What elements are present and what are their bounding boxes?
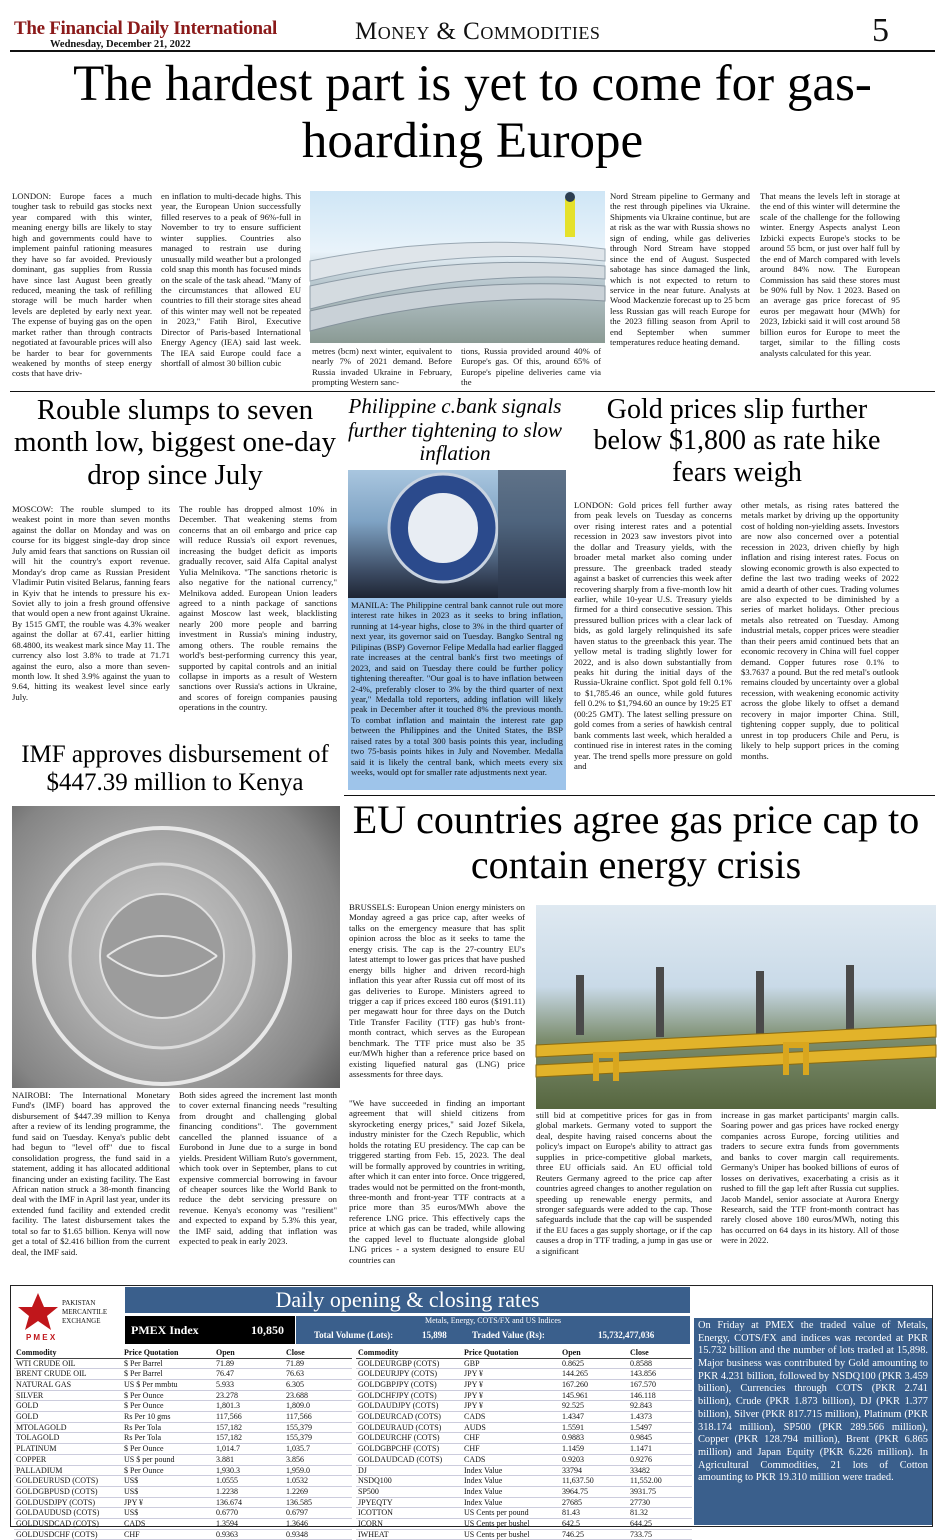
commodity-cell: GOLDEURJPY (COTS) (356, 1369, 462, 1380)
table-row (14, 1508, 352, 1519)
open-cell: 71.89 (214, 1358, 284, 1369)
quotation-cell: CADS (122, 1519, 214, 1530)
commodity-cell: SP500 (356, 1486, 462, 1497)
commodity-cell: GOLDEURCAD (COTS) (356, 1412, 462, 1423)
story1-col6: That means the levels left in storage at the end of this winter will determine the scale of the challenge for the following winter. Energy Aspects analyst Leon Izbicki expects Europe's stocks to be around 55 bcm, or just over half full by the end of March compared with levels around 84% now. The European Commission has said these stores must be 90% full by Nov. 1 2023. Based on an average gas price forecast of 95 euros per megawatt hour (MWh) for 2023, Izbicki said it will cost around 58 billion euros for Europe to meet the target, similar to the filling costs analysts calculated for this year. (760, 191, 900, 358)
open-cell: 1,014.7 (214, 1444, 284, 1455)
quotation-cell: JPY ¥ (462, 1369, 560, 1380)
table-row (356, 1497, 692, 1508)
quotation-cell: $ Per Ounce (122, 1444, 214, 1455)
commodity-cell: COPPER (14, 1454, 122, 1465)
open-cell: 1.3594 (214, 1519, 284, 1530)
rates-table-right (356, 1347, 692, 1540)
quotation-cell: Rs Per Tola (122, 1433, 214, 1444)
story4-col1: LONDON: Gold prices fell further away from peak levels on Tuesday as concerns over rising interest rates and a potential recession in 2023 saw investors pivot into the dollar and Treasury yields, with the broader metal market also coming under pressure. The greenback traded steady against a basket of currencies this week after recovering sharply from a five-month low hit earlier, while 10-year U.S. Treasury yields firmed for a third consecutive session. This pressured bullion prices with a clear lack of bids, as gold largely relinquished its safe haven status to the greenback this year. The yellow metal is trading slightly lower for 2022, and is also down substantially from peaks hit during the initial days of the Russia-Ukraine conflict. Spot gold fell 0.1% to $1,785.46 an ounce, while gold futures fell 0.2% to $1,794.60 an ounce by 19:25 ET (00:25 GMT). The latest selling pressure on gold comes from a series of hawkish central bank comments last week, which heralded a continued rise in interest rates in the coming year. The trend spells more pressure on gold and (574, 500, 732, 771)
open-cell: 144.265 (560, 1369, 628, 1380)
open-cell: 746.25 (560, 1529, 628, 1540)
close-cell: 6.305 (284, 1379, 352, 1390)
commodity-cell: PLATINUM (14, 1444, 122, 1455)
quotation-cell: Rs Per 10 gms (122, 1412, 214, 1423)
headline-gold: Gold prices slip further below $1,800 as rate hike fears weigh (593, 394, 881, 488)
commodity-cell: GOLDGBPUSD (COTS) (14, 1486, 122, 1497)
quotation-cell: US Cents per pound (462, 1508, 560, 1519)
table-row (356, 1358, 692, 1369)
table-row (356, 1379, 692, 1390)
open-cell: 76.47 (214, 1369, 284, 1380)
commodity-cell: GOLDAUDCAD (COTS) (356, 1454, 462, 1465)
rates-subtitle: Metals, Energy, COTS/FX and US Indices (425, 1316, 561, 1325)
col-close: Close (284, 1347, 352, 1358)
close-cell: 167.570 (628, 1379, 692, 1390)
open-cell: 145.961 (560, 1390, 628, 1401)
open-cell: 0.6770 (214, 1508, 284, 1519)
commodity-cell: GOLDGBPCHF (COTS) (356, 1444, 462, 1455)
open-cell: 0.9883 (560, 1433, 628, 1444)
open-cell: 0.8625 (560, 1358, 628, 1369)
open-cell: 1.1459 (560, 1444, 628, 1455)
quotation-cell: JPY ¥ (462, 1390, 560, 1401)
close-cell: 92.843 (628, 1401, 692, 1412)
table-row (14, 1486, 352, 1497)
quotation-cell: US Cents per bushel (462, 1519, 560, 1530)
open-cell: 136.674 (214, 1497, 284, 1508)
close-cell: 0.9845 (628, 1433, 692, 1444)
story6-rule (344, 795, 935, 796)
commodity-cell: GOLDAUDJPY (COTS) (356, 1401, 462, 1412)
close-cell: 76.63 (284, 1369, 352, 1380)
masthead-rule (10, 50, 935, 52)
rates-header-right (356, 1347, 692, 1358)
close-cell: 1,959.0 (284, 1465, 352, 1476)
story5-col1: NAIROBI: The International Monetary Fund's (IMF) board has approved the disbursement of $447.39 million to Kenya after a review of its lending programme, the fund said on Tuesday. Kenya's public debt had begun to "level off" due to fiscal consolidation progress, the fund said in a statement, adding it has allocated additional financing under an existing facility. The East African nation struck a 38-month financing deal with the IMF in April last year, under its extended fund facility and extended credit facility. The latest disbursement takes the total so far to $1.65 billion. Kenya will now get a total of $2.416 billion from the current deal, the IMF said. (12, 1090, 170, 1257)
close-cell: 81.32 (628, 1508, 692, 1519)
table-row (356, 1369, 692, 1380)
close-cell: 146.118 (628, 1390, 692, 1401)
table-row (14, 1519, 352, 1530)
close-cell: 0.9348 (284, 1529, 352, 1540)
close-cell: 644.25 (628, 1519, 692, 1530)
rates-table-left (14, 1347, 352, 1540)
headline-eu-gas-cap: EU countries agree gas price cap to contain energy crisis (352, 797, 920, 887)
close-cell: 1.4373 (628, 1412, 692, 1423)
volume-bar (296, 1316, 690, 1344)
open-cell: 1.2238 (214, 1486, 284, 1497)
story6-col1: BRUSSELS: European Union energy ministers on Monday agreed a gas price cap, after weeks of talks on the emergency measure that has split opinion across the bloc as it seeks to tame the energy crisis. The cap is the 27-country EU's latest attempt to lower gas prices that have pushed energy bills higher and driven record-high inflation this year after Russia cut off most of its gas deliveries to Europe. Ministers agreed to trigger a cap if prices exceed 180 euros ($191.11) per megawatt hour for three days on the Dutch Title Transfer Facility (TTF) gas hub's front-month contract, which serves as the European benchmark. The TTF price must also be 35 eur/MWh higher than a reference price based on existing liquefied natural gas (LNG) price assessments for three days. (349, 902, 525, 1079)
quotation-cell: Rs Per Tola (122, 1422, 214, 1433)
open-cell: 157,182 (214, 1433, 284, 1444)
commodity-cell: GOLD (14, 1401, 122, 1412)
col-commodity: Commodity (356, 1347, 462, 1358)
quotation-cell: US$ (122, 1476, 214, 1487)
table-row (356, 1486, 692, 1497)
story4-col2: other metals, as rising rates battered the metals market by driving up the opportunity cost of holding non-yielding assets. Investors are now also concerned over a potential recession in 2023, driven chiefly by high inflation and rising interest rates. Focus on slowing economic growth is also expected to define the last two trading weeks of 2022 amid a dearth of other cues. Trading volumes are also expected to be diminished by a series of market holidays. Other precious metals also retreated on Tuesday. Among industrial metals, copper prices were steadier than their peers amid continued bets that an economic recovery in China will fuel copper demand. Copper futures rose 0.1% to $3.7637 a pound. But the red metal's outlook remains clouded by uncertainty over a global recession, with weakening economic activity across the globe likely to offset a demand recovery in major importer China. Still, tightening copper supply, due to political unrest in top producers Chile and Peru, is likely to help support prices in the coming months. (741, 500, 899, 761)
table-row (14, 1529, 352, 1540)
open-cell: 1,930.3 (214, 1465, 284, 1476)
quotation-cell: $ Per Barrel (122, 1358, 214, 1369)
story1-rule (10, 391, 935, 392)
quotation-cell: CADS (462, 1412, 560, 1423)
table-row (14, 1465, 352, 1476)
table-row (14, 1369, 352, 1380)
table-row (356, 1529, 692, 1540)
table-row (356, 1454, 692, 1465)
commodity-cell: DJ (356, 1465, 462, 1476)
story6-col2: "We have succeeded in finding an important agreement that will shield citizens from skyrocketing energy prices," said Jozef Sikela, industry minister for the Czech Republic, which holds the rotating EU presidency. The cap can be triggered starting from Feb. 15, 2023. The deal will be formally approved by countries in writing, after which it can enter into force. Once triggered, trades would not be permitted on the front-month, three-month and front-year TTF contracts at a price more than 35 euros/MWh above the reference LNG price. This effectively caps the price at which gas can be traded, while allowing the capped level to fluctuate alongside global LNG prices - a system designed to ensure EU countries can (349, 1098, 525, 1278)
open-cell: 3964.75 (560, 1486, 628, 1497)
table-row (356, 1433, 692, 1444)
commodity-cell: JPYEQTY (356, 1497, 462, 1508)
pmex-summary: On Friday at PMEX the traded value of Metals, Energy, COTS/FX and indices was recorded at PKR 15.732 billion and the number of lots traded at 15,898. Major business was contributed by Gold amounting to PKR 4.231 billion, followed by NSDQ100 (PKR 3.459 billion), Currencies through COTS (PKR 2.741 billion), Crude (PKR 1.873 billion), DJ (PKR 1.377 billion), Silver (PKR 817.715 million), Platinum (PKR 318.174 million), SP500 (PKR 289.566 million), Copper (PKR 128.794 million), Brent (PKR 6.865 million) and Japan Equity (PKR 6.226 million). In Agricultural Commodities, 21 lots of Cotton amounting to PKR 19.310 million were traded. (694, 1318, 932, 1525)
table-row (14, 1444, 352, 1455)
col-commodity: Commodity (14, 1347, 122, 1358)
close-cell: 3931.75 (628, 1486, 692, 1497)
publication-name: The Financial Daily International (14, 18, 277, 39)
commodity-cell: NSDQ100 (356, 1476, 462, 1487)
close-cell: 1.0532 (284, 1476, 352, 1487)
traded-label: Traded Value (Rs): (472, 1330, 545, 1340)
story5-col2: Both sides agreed the increment last month to cover external financing needs "resulting from drought and challenging global financing conditions". The government cancelled the planned issuance of a Eurobond in June due to a surge in bond yields. President William Ruto's government, which took over in September, plans to cut expensive commercial borrowing in favour of cheaper sources like the World Bank to reduce the debt servicing pressure on revenue. Kenya's economy was "resilient" and expected to expand by 5.3% this year, the IMF said, adding that inflation was expected to peak in early 2023. (179, 1090, 337, 1247)
close-cell: 11,552.00 (628, 1476, 692, 1487)
quotation-cell: US Cents per bushel (462, 1529, 560, 1540)
table-row (356, 1508, 692, 1519)
volume-value: 15,898 (422, 1330, 447, 1340)
close-cell: 0.8588 (628, 1358, 692, 1369)
table-row (14, 1401, 352, 1412)
commodity-cell: GOLD (14, 1412, 122, 1423)
close-cell: 0.6797 (284, 1508, 352, 1519)
open-cell: 81.43 (560, 1508, 628, 1519)
story6-col3: still bid at competitive prices for gas in from global markets. Germany voted to support the deal, despite having raised concerns about the policy's impact on Europe's ability to attract gas supplies in price-competitive global markets, three EU officials said. An EU official told Reuters Germany agreed to the price cap after countries agreed changes to another regulation on speeding up renewable energy permits, and stronger safeguards were added to the cap. Those safeguards include that the cap will be suspended if the EU faces a gas supply shortage, or if the cap causes a drop in TTF trading, a jump in gas use or a significant (536, 1110, 712, 1256)
open-cell: 1,801.3 (214, 1401, 284, 1412)
quotation-cell: Index Value (462, 1465, 560, 1476)
headline-rouble: Rouble slumps to seven month low, biggest one-day drop since July (14, 394, 336, 491)
table-row (14, 1358, 352, 1369)
svg-text:EXCHANGE: EXCHANGE (62, 1317, 101, 1325)
open-cell: 1.4347 (560, 1412, 628, 1423)
commodity-cell: NATURAL GAS (14, 1379, 122, 1390)
table-row (356, 1412, 692, 1423)
quotation-cell: $ Per Barrel (122, 1369, 214, 1380)
quotation-cell: Index Value (462, 1497, 560, 1508)
close-cell: 136.585 (284, 1497, 352, 1508)
commodity-cell: IWHEAT (356, 1529, 462, 1540)
quotation-cell: US$ (122, 1486, 214, 1497)
open-cell: 23.278 (214, 1390, 284, 1401)
table-row (356, 1519, 692, 1530)
open-cell: 27685 (560, 1497, 628, 1508)
close-cell: 1.5497 (628, 1422, 692, 1433)
close-cell: 143.856 (628, 1369, 692, 1380)
close-cell: 0.9276 (628, 1454, 692, 1465)
table-row (14, 1390, 352, 1401)
close-cell: 1.1471 (628, 1444, 692, 1455)
story1-col5: Nord Stream pipeline to Germany and the rest through pipelines via Ukraine. Shipments via Ukraine continue, but are at risk as the war with Russia shows no sign of ending, while gas deliveries through Nord Stream have stopped since the end of August. Suspected sabotage has since damaged the link, which is not expected to return to service in the near future. Analysts at Wood Mackenzie forecast up to 25 bcm less Russian gas will reach Europe for the 2023 filling season from April to end September when summer temperatures reduce heating demand. (610, 191, 750, 348)
commodity-cell: PALLADIUM (14, 1465, 122, 1476)
table-row (356, 1444, 692, 1455)
commodity-cell: GOLDAUDUSD (COTS) (14, 1508, 122, 1519)
quotation-cell: JPY ¥ (462, 1379, 560, 1390)
page-number: 5 (872, 12, 889, 49)
open-cell: 642.5 (560, 1519, 628, 1530)
rates-title: Daily opening & closing rates (125, 1287, 690, 1313)
quotation-cell: CHF (122, 1529, 214, 1540)
table-row (14, 1379, 352, 1390)
commodity-cell: GOLDEURCHF (COTS) (356, 1433, 462, 1444)
table-row (14, 1412, 352, 1423)
section-title: Money & Commodities (355, 18, 601, 45)
close-cell: 1.3646 (284, 1519, 352, 1530)
commodity-cell: GOLDEURUSD (COTS) (14, 1476, 122, 1487)
commodity-cell: GOLDUSDJPY (COTS) (14, 1497, 122, 1508)
open-cell: 157,182 (214, 1422, 284, 1433)
col-close: Close (628, 1347, 692, 1358)
table-row (356, 1422, 692, 1433)
table-row (14, 1497, 352, 1508)
story1-col1: LONDON: Europe faces a much tougher task to rebuild gas stocks next year compared with this winter, meaning energy bills are likely to stay high and governments could have to implement painful rationing measures they have so far avoided. Previously dominant, gas supplies from Russia have since last August been greatly reduced, meaning the task of refilling storage will be much harder when levels are depleted by early next year. The expense of buying gas on the open market rather than through contracts negotiated at favourable prices will also be harder to bear for governments weakened by months of steep energy costs that have driv- (12, 191, 152, 379)
quotation-cell: $ Per Ounce (122, 1390, 214, 1401)
open-cell: 5.933 (214, 1379, 284, 1390)
gas-pipeline-photo (310, 191, 605, 343)
open-cell: 11,637.50 (560, 1476, 628, 1487)
pmex-index-label: PMEX Index (131, 1323, 199, 1337)
open-cell: 33794 (560, 1465, 628, 1476)
close-cell: 3.856 (284, 1454, 352, 1465)
quotation-cell: GBP (462, 1358, 560, 1369)
rates-header-left (14, 1347, 352, 1358)
headline-imf: IMF approves disbursement of $447.39 million to Kenya (21, 741, 329, 796)
volume-label: Total Volume (Lots): (314, 1330, 394, 1340)
quotation-cell: CADS (462, 1454, 560, 1465)
close-cell: 155,379 (284, 1422, 352, 1433)
open-cell: 117,566 (214, 1412, 284, 1423)
open-cell: 92.525 (560, 1401, 628, 1412)
quotation-cell: US$ (122, 1508, 214, 1519)
close-cell: 23.688 (284, 1390, 352, 1401)
commodity-cell: ICORN (356, 1519, 462, 1530)
close-cell: 33482 (628, 1465, 692, 1476)
quotation-cell: JPY ¥ (122, 1497, 214, 1508)
open-cell: 167.260 (560, 1379, 628, 1390)
commodity-cell: GOLDEURAUD (COTS) (356, 1422, 462, 1433)
commodity-cell: SILVER (14, 1390, 122, 1401)
story3-body: MANILA: The Philippine central bank cannot rule out more interest rate hikes in 2023 as it seeks to bring inflation, running at 14-year highs, close to 3% in the third quarter of next year, its governor said on Tuesday. Bangko Sentral ng Pilipinas (BSP) Governor Felipe Medalla had earlier flagged rate increases at the central bank's first two meetings of 2023, and said on Tuesday there could be further policy tightening thereafter. "Our goal is to have inflation between 2-4%, preferably closer to 3% by the third quarter of next year," Medalla told reporters, adding inflation will likely peak in December after it touched 8% the previous month. To combat inflation and maintain the interest rate gap between the Philippines and the United States, the BSP raised rates by a total 300 basis points this year, including two 75-basis points hikes in July and November. Medalla said it is likely the central bank, which meets every six weeks, would opt for smaller rate adjustments next year. (351, 600, 563, 777)
open-cell: 3.881 (214, 1454, 284, 1465)
story1-col3: metres (bcm) next winter, equivalent to nearly 7% of 2021 demand. Before Russia invaded Ukraine in February, prompting Western sanc- (312, 346, 452, 388)
headline-gas-hoarding: The hardest part is yet to come for gas-hoarding Europe (73, 56, 872, 170)
close-cell: 117,566 (284, 1412, 352, 1423)
quotation-cell: $ Per Ounce (122, 1401, 214, 1412)
commodity-cell: ICOTTON (356, 1508, 462, 1519)
quotation-cell: JPY ¥ (462, 1401, 560, 1412)
table-row (14, 1476, 352, 1487)
col-quotation: Price Quotation (122, 1347, 214, 1358)
col-open: Open (560, 1347, 628, 1358)
col-quotation: Price Quotation (462, 1347, 560, 1358)
open-cell: 0.9203 (560, 1454, 628, 1465)
close-cell: 1.2269 (284, 1486, 352, 1497)
gas-plant-photo (536, 905, 936, 1109)
open-cell: 0.9363 (214, 1529, 284, 1540)
story1-col4: tions, Russia provided around 40% of Europe's gas. Of this, around 65% of Europe's pipeline deliveries came via the (461, 346, 601, 388)
close-cell: 1,809.0 (284, 1401, 352, 1412)
headline-philippine: Philippine c.bank signals further tightening to slow inflation (347, 394, 563, 466)
open-cell: 1.5591 (560, 1422, 628, 1433)
commodity-cell: GOLDUSDCAD (COTS) (14, 1519, 122, 1530)
svg-text:MERCANTILE: MERCANTILE (62, 1308, 108, 1316)
pmex-index-value: 10,850 (251, 1323, 284, 1337)
open-cell: 1.0555 (214, 1476, 284, 1487)
table-row (14, 1422, 352, 1433)
close-cell: 1,035.7 (284, 1444, 352, 1455)
table-row (356, 1465, 692, 1476)
imf-seal-photo (12, 806, 340, 1088)
central-bank-photo (348, 470, 566, 598)
pmex-index-bar (125, 1316, 295, 1344)
close-cell: 71.89 (284, 1358, 352, 1369)
commodity-cell: GOLDCHFJPY (COTS) (356, 1390, 462, 1401)
quotation-cell: AUDS (462, 1422, 560, 1433)
close-cell: 27730 (628, 1497, 692, 1508)
commodity-cell: TOLAGOLD (14, 1433, 122, 1444)
quotation-cell: US $ Per mmbtu (122, 1379, 214, 1390)
col-open: Open (214, 1347, 284, 1358)
story1-col2: en inflation to multi-decade highs. This year, the European Union successfully filled reserves to a peak of 96%-full in November to try to ensure sufficient winter supplies. Countries also managed to restrain use during unusually mild weather but a prolonged cold snap this month has focused minds on the scale of the task ahead. "Many of the circumstances that allowed EU countries to fill their storage sites ahead of this winter may well not be repeated in 2023," Fatih Birol, Executive Director of Paris-based International Energy Agency (IEA) said last week. The IEA said Europe could face a shortfall of almost 30 billion cubic (161, 191, 301, 368)
svg-text:PAKISTAN: PAKISTAN (62, 1299, 96, 1307)
table-row (14, 1454, 352, 1465)
quotation-cell: US $ per pound (122, 1454, 214, 1465)
story2-col1: MOSCOW: The rouble slumped to its weakest point in more than seven months against the dollar on Monday and was on course for its biggest single-day drop since July amid fears that sanctions on Russian oil will hit the country's export revenue. Monday's drop came as Russian President Vladimir Putin visited Belarus, fanning fears in Kyiv that he intends to pressure his ex-Soviet ally to join a fresh ground offensive that would open a new front against Ukraine. By 1515 GMT, the rouble was 4.3% weaker against the dollar at 67.41, earlier hitting 68.4800, its weakest mark since May 11. The currency also lost 3.8% to trade at 71.71 against the euro, also a more than seven-month low. It shed 3.9% against the yuan to 9.64, hitting its weakest level since early July. (12, 504, 170, 702)
commodity-cell: GOLDGBPJPY (COTS) (356, 1379, 462, 1390)
table-row (356, 1390, 692, 1401)
svg-text:P M E X: P M E X (26, 1333, 56, 1342)
quotation-cell: CHF (462, 1433, 560, 1444)
close-cell: 733.75 (628, 1529, 692, 1540)
commodity-cell: MTOLAGOLD (14, 1422, 122, 1433)
traded-value: 15,732,477,036 (598, 1330, 655, 1340)
issue-date: Wednesday, December 21, 2022 (50, 39, 191, 50)
pmex-logo (14, 1289, 124, 1343)
commodity-cell: WTI CRUDE OIL (14, 1358, 122, 1369)
quotation-cell: Index Value (462, 1486, 560, 1497)
story6-col4: increase in gas market participants' margin calls. Soaring power and gas prices have rocked energy companies across Europe, forcing utilities and traders to secure extra funds from governments and banks to cover margin call requirements. Germany's Uniper has booked billions of euros of losses on derivatives, exacerbating a crisis as it rushed to fill the gap left after Russia cut supplies. Jacob Mandel, senior associate at Aurora Energy Research, said the TTF front-month contract has rarely closed above 180 euros/MWh, noting this has occurred on 64 days in its history. All of those were in 2022. (721, 1110, 899, 1246)
table-row (14, 1433, 352, 1444)
table-row (356, 1401, 692, 1412)
table-row (356, 1476, 692, 1487)
close-cell: 155,379 (284, 1433, 352, 1444)
commodity-cell: GOLDUSDCHF (COTS) (14, 1529, 122, 1540)
commodity-cell: BRENT CRUDE OIL (14, 1369, 122, 1380)
commodity-cell: GOLDEURGBP (COTS) (356, 1358, 462, 1369)
quotation-cell: Index Value (462, 1476, 560, 1487)
story2-col2: The rouble has dropped almost 10% in December. That weakening stems from concerns that an oil embargo and price cap will reduce Russia's oil export revenues, increasing the budget deficit as imports gradually recover, said Alfa Capital analyst Yulia Melnikova. "The sanctions rhetoric is also negative for the national currency," Melnikova added. European Union leaders agreed to a ninth package of sanctions against Moscow last week, blacklisting nearly 200 more people and barring investment in Russia's mining industry, among others. The rouble remains the world's best-performing currency this year, supported by capital controls and an initial collapse in imports as a result of Western sanctions over Russia's actions in Ukraine, and scores of foreign companies pausing operations in the country. (179, 504, 337, 713)
quotation-cell: $ Per Ounce (122, 1465, 214, 1476)
quotation-cell: CHF (462, 1444, 560, 1455)
